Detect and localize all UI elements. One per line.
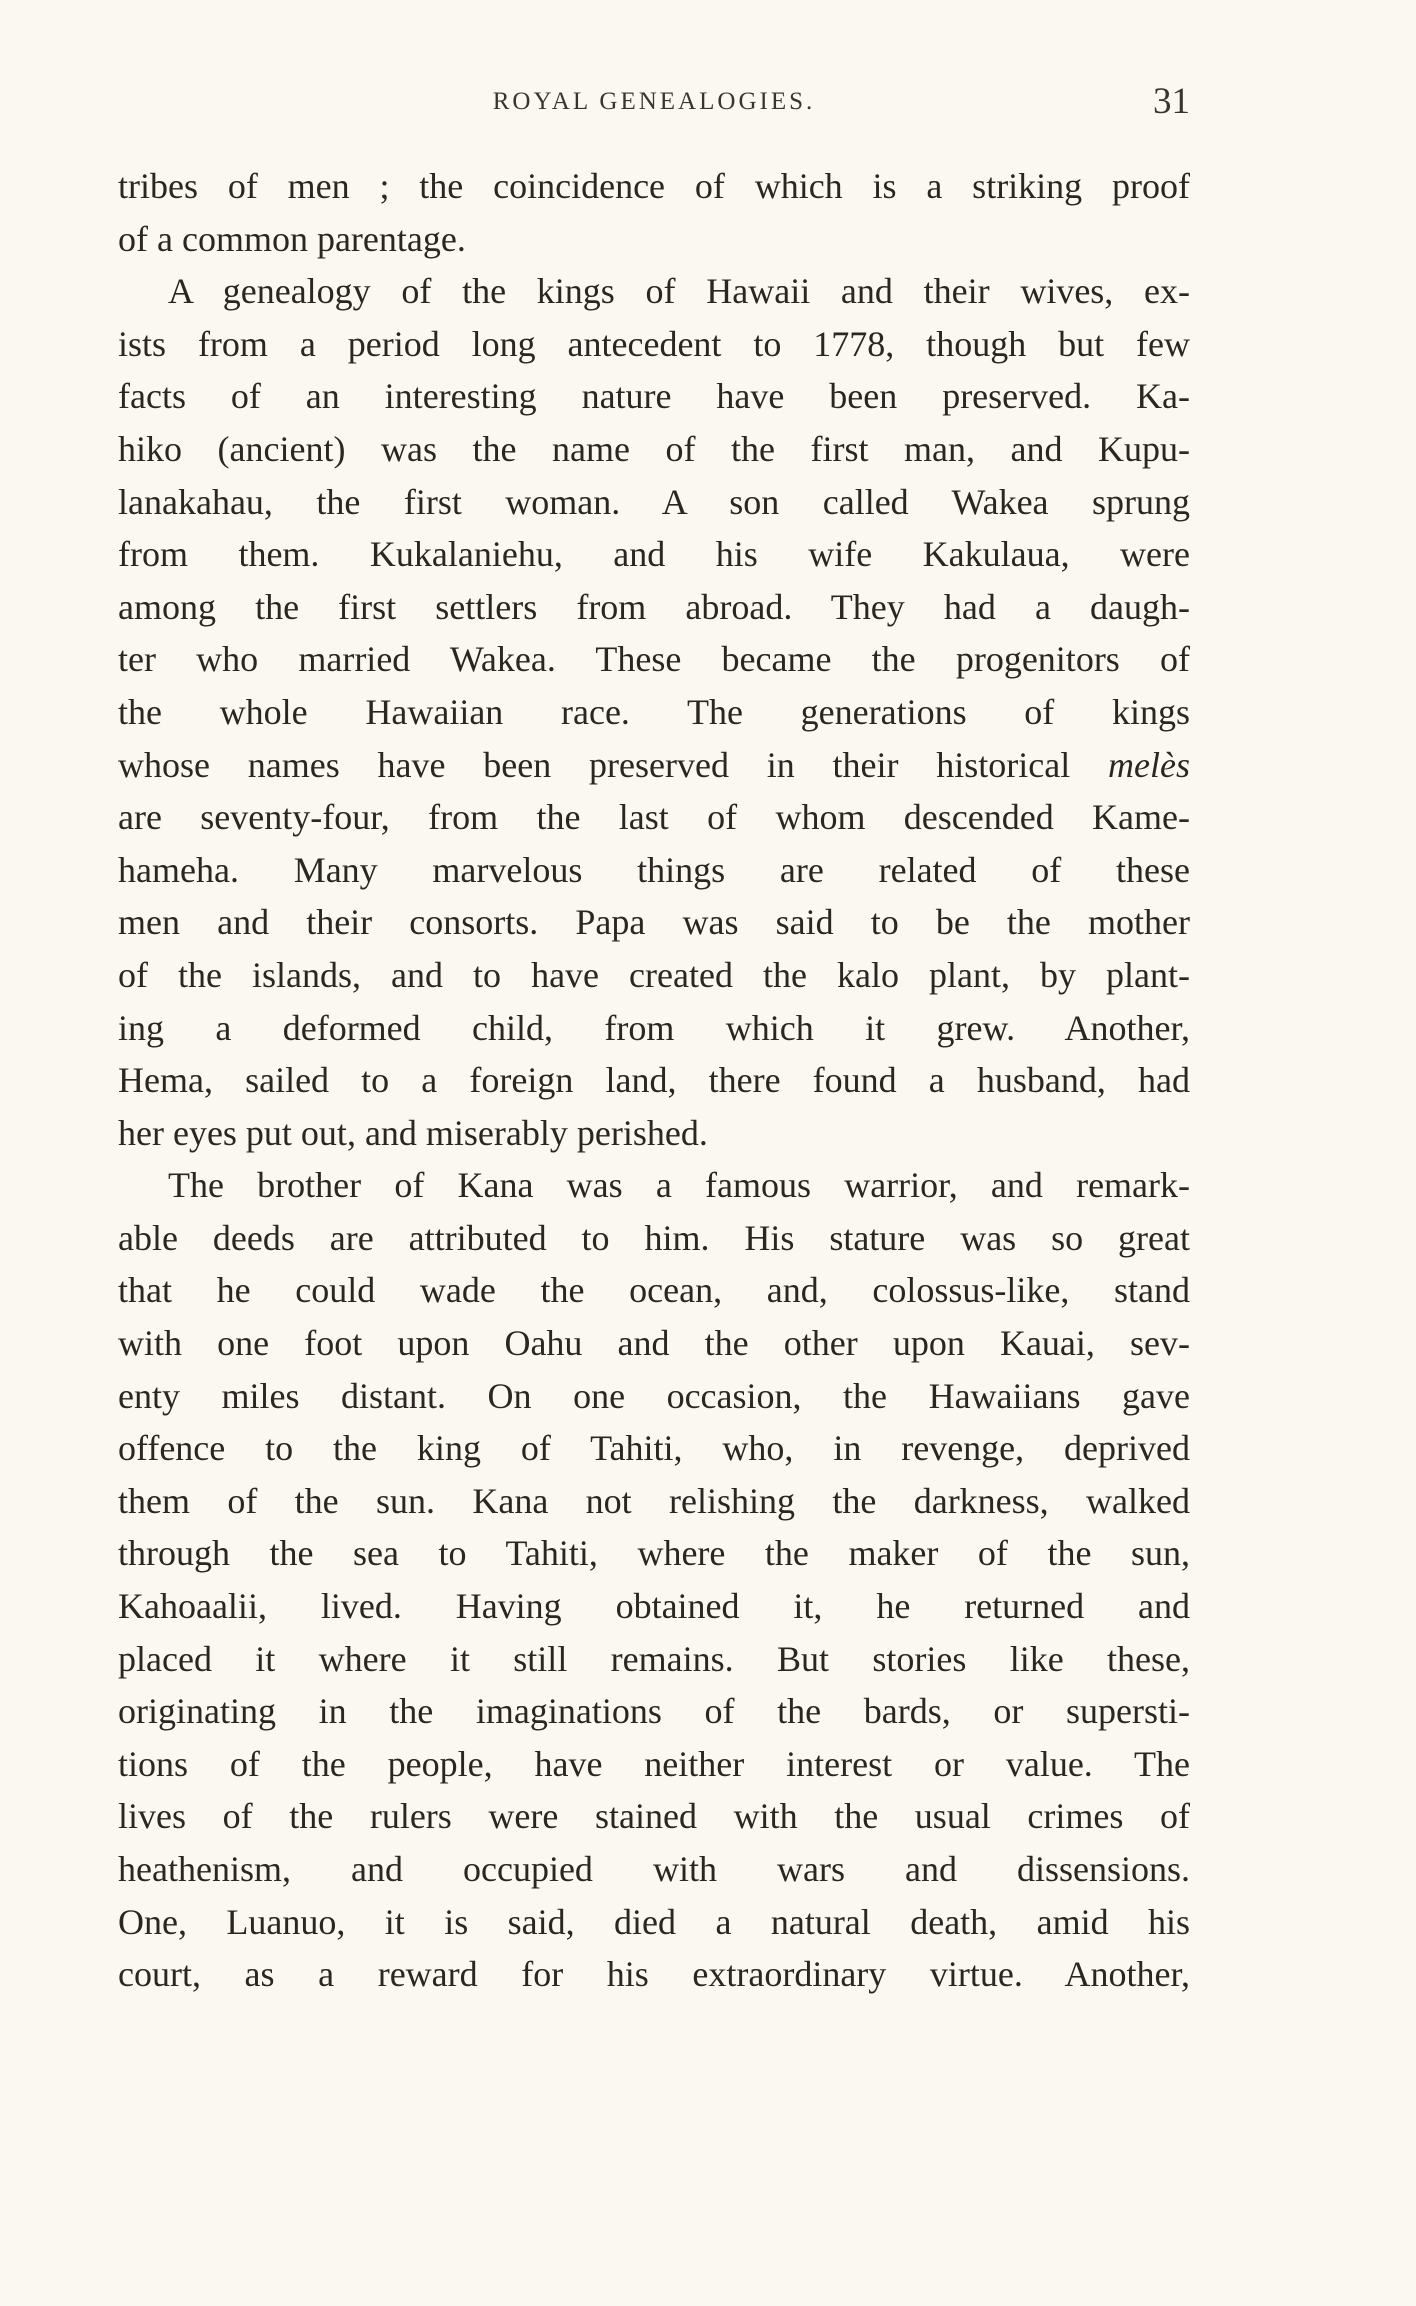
text-line: ter who married Wakea. These became the progenitors of xyxy=(118,639,1190,680)
text-line: heathenism, and occupied with wars and dissensions. xyxy=(118,1849,1190,1889)
text-line: through the sea to Tahiti, where the maker of the sun, xyxy=(118,1533,1190,1574)
text-line: ing a deformed child, from which it grew. Another, xyxy=(118,1007,1190,1048)
text-line: Kahoaalii, lived. Having obtained it, he returned and xyxy=(118,1586,1190,1627)
text-line: lives of the rulers were stained with the usual crimes of xyxy=(118,1796,1190,1837)
text-line-segment: whose names have been preserved in their historical xyxy=(118,744,1071,785)
body-text xyxy=(118,160,1190,2001)
text-line: of a common parentage. xyxy=(118,218,466,259)
text-line: with one foot upon Oahu and the other upon Kauai, sev- xyxy=(118,1323,1190,1364)
text-line: among the first settlers from abroad. They had a daugh- xyxy=(118,586,1190,627)
paragraph-start-line: A genealogy of the kings of Hawaii and their wives, ex- xyxy=(168,271,1190,312)
text-line: originating in the imaginations of the bards, or supersti- xyxy=(118,1691,1190,1732)
running-title: ROYAL GENEALOGIES. xyxy=(492,88,816,115)
page-number: 31 xyxy=(1153,81,1190,122)
text-line: able deeds are attributed to him. His stature was so great xyxy=(118,1217,1190,1258)
text-line: tions of the people, have neither interest or value. The xyxy=(118,1743,1190,1784)
text-line: enty miles distant. On one occasion, the Hawaiians gave xyxy=(118,1375,1190,1416)
text-line xyxy=(118,739,1190,792)
text-line: men and their consorts. Papa was said to be the mother xyxy=(118,902,1190,943)
text-line: lanakahau, the first woman. A son called Wakea sprung xyxy=(118,481,1190,522)
paragraph-start-line: The brother of Kana was a famous warrior, and remark- xyxy=(168,1165,1190,1206)
text-line: offence to the king of Tahiti, who, in revenge, deprived xyxy=(118,1428,1190,1469)
text-line: court, as a reward for his extraordinary virtue. Another, xyxy=(118,1954,1190,1995)
text-line: the whole Hawaiian race. The generations of kings xyxy=(118,691,1190,732)
text-line: tribes of men ; the coincidence of which is a striking proof xyxy=(118,166,1190,206)
text-line: that he could wade the ocean, and, colossus-like, stand xyxy=(118,1270,1190,1311)
text-line: are seventy-four, from the last of whom descended Kame- xyxy=(118,797,1190,838)
running-head xyxy=(118,80,1190,130)
text-line: Hema, sailed to a foreign land, there found a husband, had xyxy=(118,1060,1190,1101)
text-line: facts of an interesting nature have been preserved. Ka- xyxy=(118,376,1190,417)
text-line: hameha. Many marvelous things are related of these xyxy=(118,849,1190,890)
text-line: One, Luanuo, it is said, died a natural death, amid his xyxy=(118,1901,1190,1942)
text-line: placed it where it still remains. But stories like these, xyxy=(118,1638,1190,1679)
italic-term-meles: melès xyxy=(1108,744,1190,785)
text-line: her eyes put out, and miserably perished. xyxy=(118,1112,708,1153)
text-line: hiko (ancient) was the name of the first man, and Kupu- xyxy=(118,428,1190,469)
text-line: of the islands, and to have created the kalo plant, by plant- xyxy=(118,954,1190,995)
text-line: them of the sun. Kana not relishing the darkness, walked xyxy=(118,1480,1190,1521)
text-line: from them. Kukalaniehu, and his wife Kakulaua, were xyxy=(118,534,1190,575)
text-line: ists from a period long antecedent to 1778, though but few xyxy=(118,323,1190,364)
